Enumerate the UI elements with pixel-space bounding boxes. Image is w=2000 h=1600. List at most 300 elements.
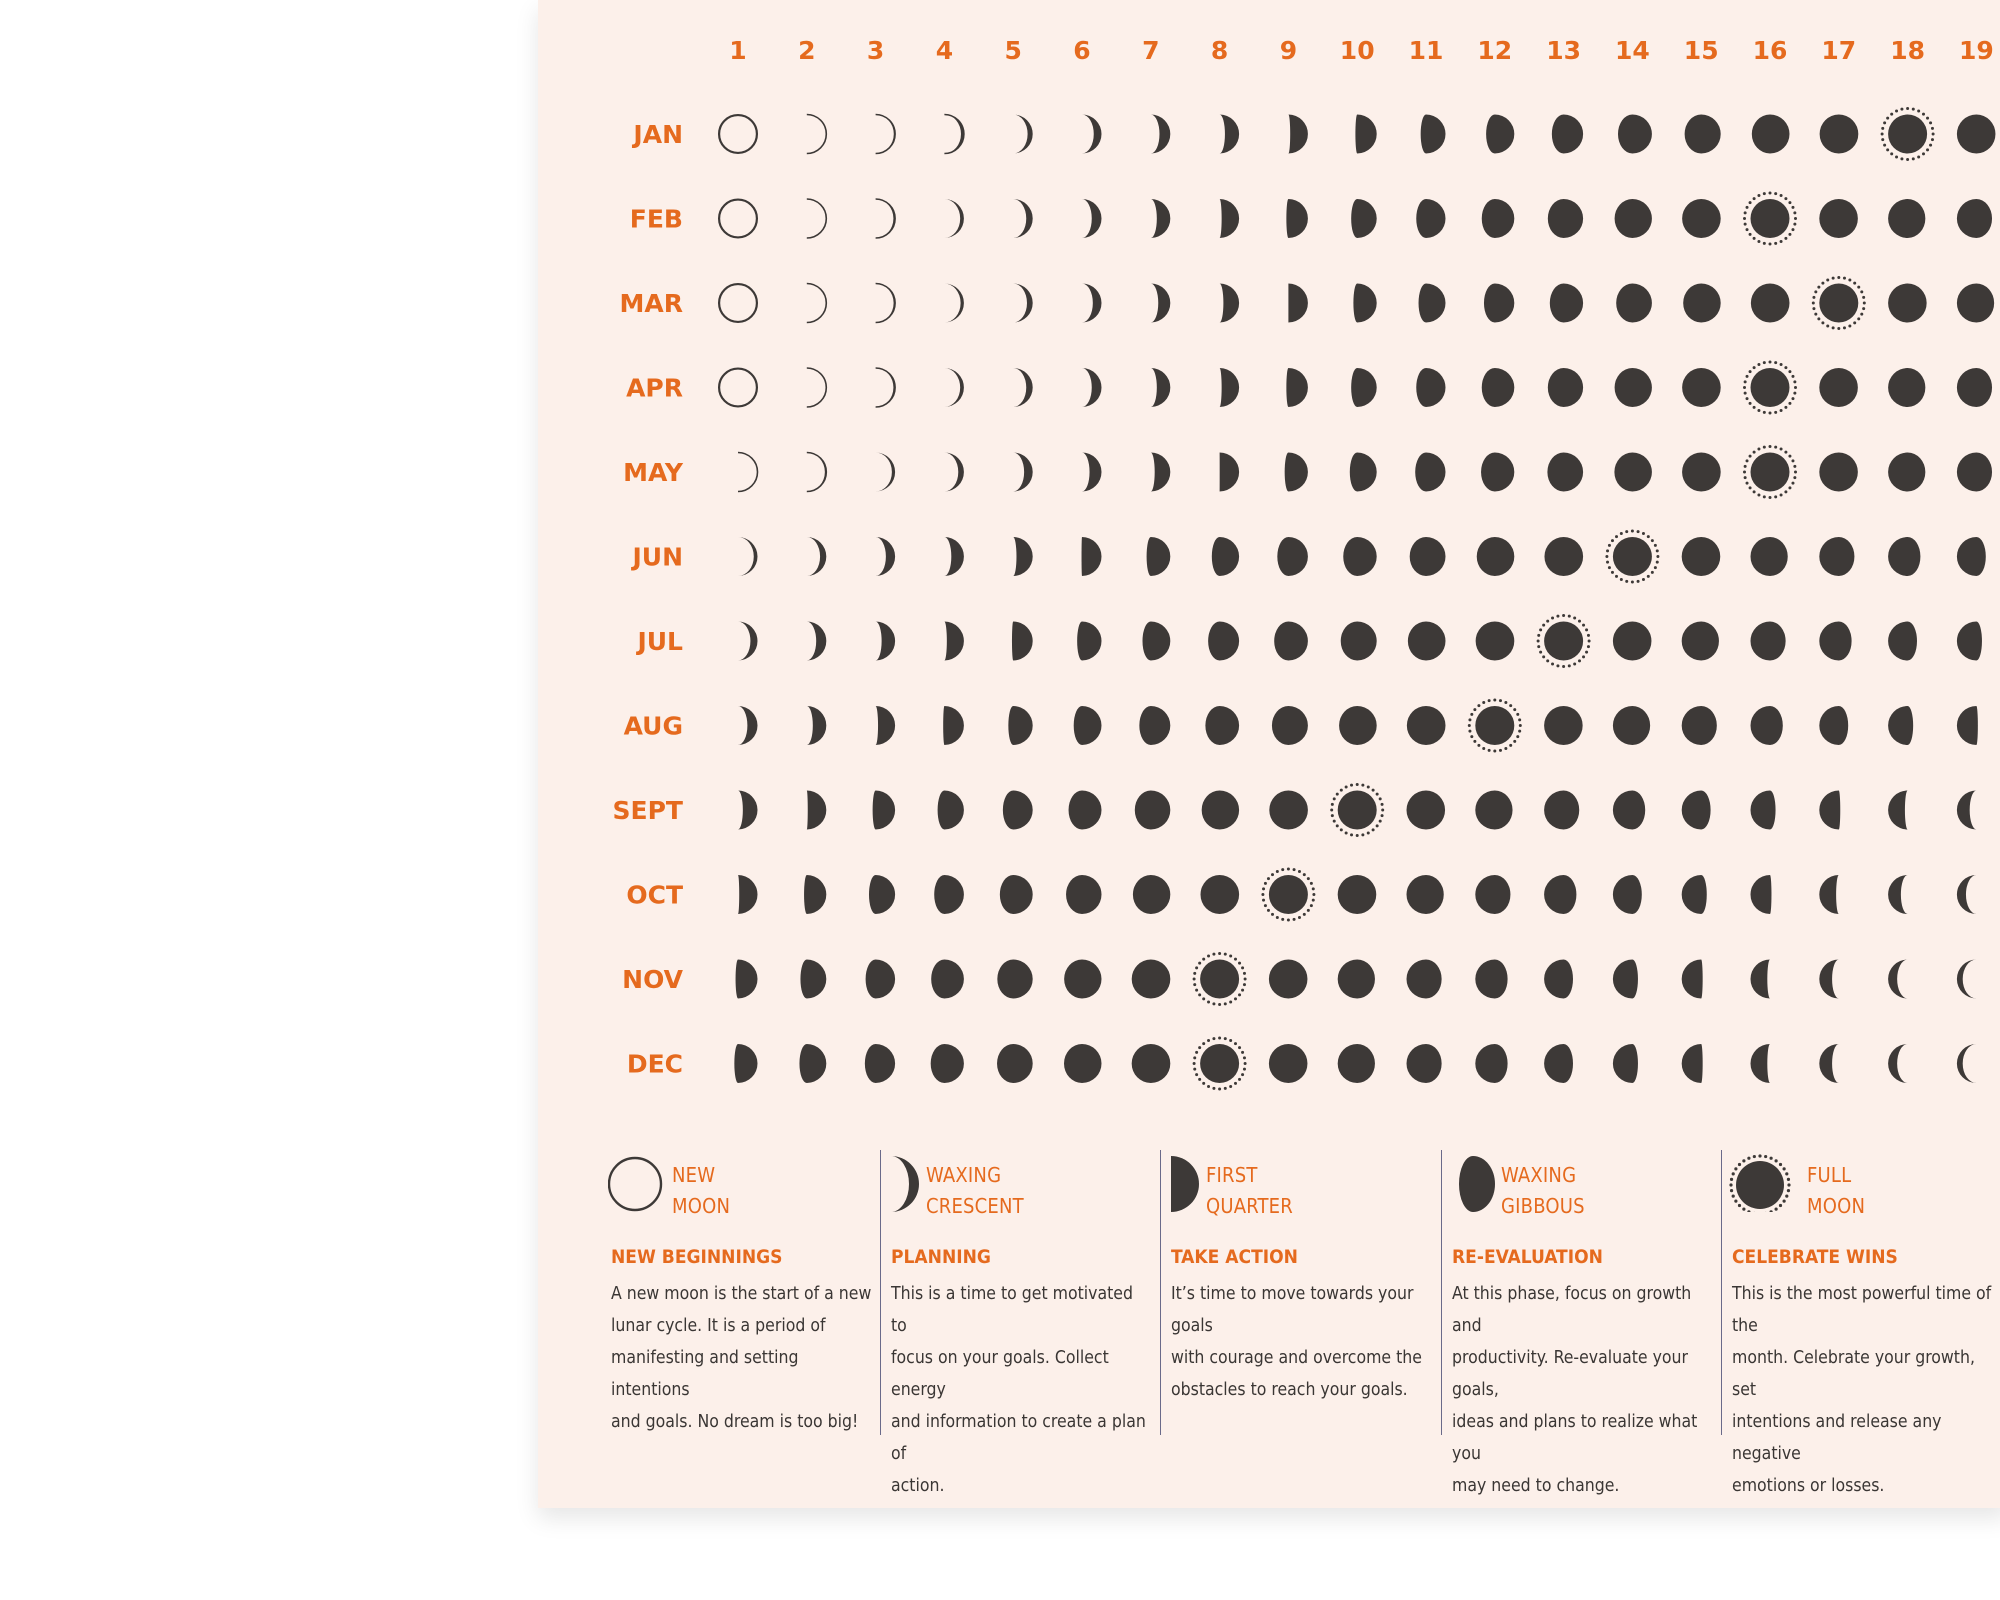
moon-phase [1888, 875, 1908, 914]
full-moon-dot [1734, 1200, 1737, 1203]
legend-theme: NEW BEGINNINGS [611, 1246, 783, 1268]
moon-phase [1615, 368, 1652, 407]
moon-phase [1082, 368, 1102, 407]
moon-phase [1957, 453, 1992, 492]
moon-phase [944, 199, 964, 238]
moon-phase [1066, 875, 1101, 914]
moon-phase [1613, 1044, 1638, 1083]
moon-phase [1012, 622, 1033, 661]
moon-phase [1888, 453, 1925, 492]
moon-phase [1819, 875, 1839, 914]
moon-phase [1082, 537, 1102, 576]
moon-phase [719, 115, 757, 153]
moon-phase [1013, 284, 1033, 323]
moon-phase [938, 791, 964, 830]
moon-phase [1074, 706, 1102, 745]
moon-phase [1615, 199, 1652, 238]
legend-description: At this phase, focus on growth and productivity. Re-evaluate your goals, ideas and plans to realize what you may need to change. [1452, 1284, 1698, 1496]
moon-phase [1286, 199, 1308, 238]
moon-phase [1550, 284, 1583, 323]
month-label: JAN [633, 120, 683, 149]
moon-phase [1338, 875, 1377, 914]
moon-phase [1353, 284, 1376, 323]
moon-phase [1000, 875, 1033, 914]
moon-phase [1819, 960, 1839, 999]
moon-phase [1820, 115, 1859, 154]
moon-phase [1819, 537, 1854, 576]
moon-phase [1343, 537, 1376, 576]
full-moon-dot [1730, 1189, 1733, 1192]
moon-phase [738, 622, 758, 661]
moon-phase [1272, 706, 1308, 745]
moon-phase [1410, 537, 1446, 576]
full-moon-dot [1753, 1155, 1756, 1158]
moon-phase [1220, 368, 1240, 407]
moon-phase [1957, 1044, 1976, 1083]
full-moon-dot [1787, 1189, 1790, 1192]
moon-phase [1212, 537, 1239, 576]
moon-phase [1682, 453, 1721, 492]
moon-phase [944, 453, 964, 492]
day-label: 15 [1683, 36, 1719, 65]
moon-phase [1614, 453, 1652, 492]
full-moon-dot [1779, 1163, 1782, 1166]
moon-phase [1548, 199, 1583, 238]
legend-description: This is the most powerful time of the month. Celebrate your growth, set intentions and release any negative emotions or losses. [1732, 1284, 1992, 1496]
moon-phase [1957, 791, 1976, 830]
moon-phase [1888, 284, 1927, 323]
moon-phase [1201, 875, 1240, 914]
moon-phase [1819, 791, 1840, 830]
legend-theme: RE-EVALUATION [1452, 1246, 1603, 1268]
moon-phase [807, 537, 827, 576]
moon-phase [1475, 875, 1510, 914]
month-label: JUN [632, 542, 683, 572]
moon-phase [1013, 537, 1033, 576]
moon-phase [719, 200, 757, 238]
full-moon-dot [1785, 1172, 1788, 1175]
moon-phase [1751, 1044, 1771, 1083]
legend-divider [1441, 1150, 1442, 1435]
moon-phase [1957, 537, 1986, 576]
moon-phase [1957, 960, 1976, 999]
moon-phase [1013, 115, 1033, 154]
moon-phase [876, 706, 896, 745]
moon-phase [1147, 537, 1171, 576]
moon-phase [1682, 199, 1721, 238]
legend-phase-name: FULL MOON [1807, 1163, 1866, 1218]
month-label: SEPT [612, 796, 683, 825]
month-label: DEC [626, 1049, 683, 1079]
moon-phase [1407, 960, 1442, 999]
moon-phase [736, 960, 758, 999]
day-label: 2 [798, 36, 816, 65]
month-label: JUL [637, 627, 683, 656]
moon-phase [1475, 1044, 1507, 1083]
moon-phase [1819, 368, 1858, 407]
moon-phase [807, 368, 827, 407]
legend-divider [880, 1150, 881, 1435]
moon-phase [1008, 706, 1032, 745]
moon-phase [1476, 622, 1515, 661]
moon-phase [1220, 284, 1240, 323]
moon-phase [1544, 960, 1573, 999]
moon-phase [865, 1044, 895, 1083]
moon-phase [807, 622, 827, 661]
moon-phase [876, 115, 896, 154]
moon-phase [1208, 622, 1239, 661]
moon-phase [738, 791, 758, 830]
moon-phase [1552, 115, 1583, 154]
month-label: NOV [622, 965, 683, 994]
moon-phase [876, 284, 896, 323]
moon-phase [1277, 537, 1308, 576]
moon-phase [1139, 706, 1170, 745]
moon-phase [1616, 284, 1652, 323]
moon-phase [1819, 199, 1858, 238]
moon-phase [807, 791, 827, 830]
legend-theme: PLANNING [891, 1246, 991, 1268]
moon-phase [1220, 199, 1240, 238]
new-moon-icon [608, 1150, 670, 1212]
moon-phase [1132, 1044, 1171, 1083]
moon-phase [873, 791, 895, 830]
moon-phase [1082, 453, 1102, 492]
full-moon-marker [1812, 276, 1866, 330]
moon-phase [1269, 791, 1308, 830]
moon-phase [876, 622, 896, 661]
day-label: 13 [1546, 36, 1581, 65]
moon-phase [1888, 960, 1908, 999]
moon-phase [1682, 368, 1721, 407]
moon-phase [1135, 791, 1171, 830]
month-label: FEB [629, 204, 683, 234]
full-moon-marker [1743, 192, 1797, 246]
moon-phase [1082, 115, 1102, 154]
moon-phase [1133, 875, 1170, 914]
day-label: 9 [1279, 36, 1298, 65]
moon-phase [1819, 1044, 1839, 1083]
moon-phase [1613, 706, 1650, 745]
moon-phase [1548, 368, 1583, 407]
full-moon-dot [1785, 1194, 1788, 1197]
legend-theme: CELEBRATE WINS [1732, 1246, 1898, 1268]
full-moon-dot [1732, 1172, 1735, 1175]
moon-phase [1355, 115, 1376, 154]
moon-phase [866, 960, 896, 999]
full-moon-marker [1261, 868, 1315, 922]
moon-phase [1351, 199, 1377, 238]
moon-phase [807, 115, 827, 154]
full-moon-dot [1742, 1208, 1745, 1211]
full-moon-dot [1779, 1204, 1782, 1207]
moon-phase [944, 622, 964, 661]
full-moon-dot [1775, 1208, 1778, 1211]
moon-phase [1888, 537, 1920, 576]
moon-phase [1482, 199, 1515, 238]
moon-phase [1888, 706, 1913, 745]
moon-phase [1082, 284, 1102, 323]
day-label: 4 [935, 36, 954, 65]
moon-phase [1220, 115, 1240, 154]
moon-phase [876, 453, 896, 492]
moon-phase [931, 1044, 964, 1083]
legend-description: It’s time to move towards your goals with courage and overcome the obstacles to reach your goals. [1171, 1284, 1422, 1400]
full-moon-marker [1743, 361, 1797, 415]
day-label: 17 [1821, 36, 1857, 65]
moon-phase [1220, 453, 1240, 492]
moon-phase [1415, 453, 1445, 492]
legend-phase-name: NEW MOON [672, 1163, 731, 1218]
moon-phase [1077, 622, 1101, 661]
moon-phase [997, 960, 1032, 999]
moon-phase [1419, 284, 1446, 323]
moon-phase [1269, 960, 1308, 999]
moon-phase [1547, 453, 1583, 492]
legend-description: This is a time to get motivated to focus on your goals. Collect energy and information to create a plan of action. [891, 1284, 1146, 1496]
moon-phase [1682, 791, 1711, 830]
moon-phase [1486, 115, 1514, 154]
legend-theme: TAKE ACTION [1171, 1246, 1298, 1268]
full-moon-dot [1787, 1183, 1790, 1186]
moon-phase [807, 706, 827, 745]
moon-phase [1416, 368, 1445, 407]
moon-phase [807, 199, 827, 238]
full-moon-dot [1734, 1167, 1737, 1170]
moon-phase [1475, 791, 1512, 830]
full-moon-dot [1769, 1210, 1772, 1212]
moon-phase [1683, 284, 1721, 323]
moon-phase [738, 537, 758, 576]
moon-phase [1957, 706, 1978, 745]
moon-phase [1888, 622, 1917, 661]
full-moon-marker [1193, 952, 1247, 1006]
moon-phase [1682, 960, 1703, 999]
moon-phase [876, 368, 896, 407]
full-moon-dot [1764, 1155, 1767, 1158]
full-moon-dot [1738, 1204, 1741, 1207]
full-moon-marker [1468, 699, 1522, 753]
moon-phase [1288, 284, 1308, 323]
full-moon-dot [1742, 1159, 1745, 1162]
moon-phase [1751, 706, 1783, 745]
day-label: 8 [1210, 36, 1229, 65]
moon-phase [738, 706, 758, 745]
moon-phase [1338, 960, 1375, 999]
moon-phase [1341, 622, 1377, 661]
day-label: 14 [1615, 36, 1650, 65]
moon-phase [1151, 115, 1171, 154]
full-moon-marker [1330, 783, 1384, 837]
moon-phase [1481, 453, 1514, 492]
full-moon-dot [1783, 1167, 1786, 1170]
day-label: 16 [1752, 36, 1788, 65]
moon-phase [1613, 960, 1638, 999]
moon-phase [1819, 706, 1848, 745]
moon-phase [1682, 537, 1721, 576]
moon-phase [997, 1044, 1033, 1083]
day-label: 10 [1339, 36, 1375, 65]
full-moon-marker [1881, 107, 1935, 161]
moon-phase [1288, 115, 1308, 154]
full-moon-dot [1758, 1154, 1761, 1157]
moon-phase [1888, 368, 1925, 407]
month-label: MAR [619, 289, 683, 318]
full-moon-dot [1738, 1163, 1741, 1166]
full-moon-icon [1729, 1150, 1791, 1212]
full-moon-dot [1730, 1178, 1733, 1181]
moon-phase [1151, 199, 1171, 238]
full-moon-dot [1787, 1178, 1790, 1181]
moon-phase [1957, 199, 1992, 238]
moon-phase [1151, 284, 1171, 323]
legend-phase-name: WAXING CRESCENT [926, 1163, 1024, 1218]
moon-phase [1407, 1044, 1442, 1083]
moon-phase [1751, 284, 1790, 323]
moon-phase [804, 875, 826, 914]
full-moon-dot [1747, 1210, 1750, 1212]
moon-phase [1957, 284, 1994, 323]
moon-phase [1064, 1044, 1101, 1083]
moon-phase [1484, 284, 1514, 323]
moon-phase [1013, 453, 1033, 492]
month-label: MAY [623, 458, 683, 487]
moon-phase [734, 1044, 757, 1083]
full-moon-dot [1747, 1157, 1750, 1160]
moon-phase [1888, 199, 1925, 238]
moon-phase [807, 453, 827, 492]
day-label: 6 [1073, 36, 1091, 65]
month-label: APR [626, 373, 683, 403]
moon-phase [943, 706, 964, 745]
full-moon-marker [1605, 530, 1659, 584]
moon-phase [1142, 622, 1170, 661]
day-label: 11 [1408, 36, 1444, 65]
moon-phase [1957, 368, 1992, 407]
moon-phase [1613, 622, 1652, 661]
moon-phase [1013, 368, 1033, 407]
moon-phase [1613, 791, 1645, 830]
moon-phase [738, 875, 758, 914]
moon-phase [1751, 875, 1772, 914]
day-label: 19 [1959, 36, 1994, 65]
moon-phase [944, 368, 964, 407]
full-moon-dot [1729, 1183, 1732, 1186]
day-label: 7 [1142, 36, 1160, 65]
moon-phase [1888, 791, 1908, 830]
moon-phase [944, 537, 964, 576]
moon-phase [1819, 453, 1858, 492]
moon-phase [1751, 791, 1776, 830]
month-label: OCT [626, 880, 683, 910]
moon-phase [1618, 115, 1652, 154]
moon-phase [1544, 706, 1583, 745]
moon-phase [1477, 537, 1515, 576]
legend-divider [1721, 1150, 1722, 1435]
moon-phase [876, 537, 896, 576]
moon-phase [1151, 368, 1171, 407]
moon-phase [1069, 791, 1102, 830]
legend-divider [1160, 1150, 1161, 1435]
moon-phase [876, 199, 896, 238]
moon-phase [1682, 875, 1707, 914]
moon-phase [1482, 368, 1515, 407]
moon-phase [1064, 960, 1101, 999]
moon-phase [1082, 199, 1102, 238]
moon-phase [1407, 875, 1444, 914]
moon-phase [1544, 537, 1583, 576]
moon-phase [1416, 199, 1445, 238]
moon-phase [719, 284, 757, 322]
legend-phase-name: WAXING GIBBOUS [1501, 1163, 1585, 1218]
month-label: AUG [623, 711, 683, 741]
moon-phase [799, 1044, 826, 1083]
moon-phase [931, 960, 964, 999]
moon-phase [1132, 960, 1171, 999]
legend-description: A new moon is the start of a new lunar cycle. It is a period of manifesting and setting intentions and goals. No dream is too big! [611, 1284, 872, 1432]
moon-phase [1286, 368, 1308, 407]
moon-phase [1013, 199, 1033, 238]
moon-phase [1407, 706, 1446, 745]
moon-phase [1682, 1044, 1703, 1083]
moon-phase [1544, 1044, 1573, 1083]
day-label: 12 [1477, 36, 1513, 65]
legend-phase-name: FIRST QUARTER [1206, 1163, 1293, 1218]
moon-phase [1407, 791, 1446, 830]
day-label: 1 [729, 36, 747, 65]
full-moon-dot [1783, 1200, 1786, 1203]
moon-phase [1819, 622, 1851, 661]
full-moon-marker [1537, 614, 1591, 668]
moon-phase [807, 284, 827, 323]
moon-phase [1613, 875, 1642, 914]
day-label: 3 [866, 36, 885, 65]
moon-phase [1957, 875, 1976, 914]
moon-phase [1682, 706, 1717, 745]
moon-phase [1957, 115, 1996, 154]
day-label: 5 [1004, 36, 1022, 65]
moon-phase [1421, 115, 1446, 154]
moon-phase [1751, 537, 1788, 576]
full-moon-dot [1769, 1157, 1772, 1160]
moon-phase [738, 453, 758, 492]
moon-phase [1202, 791, 1239, 830]
moon-phase [1350, 453, 1377, 492]
moon-phase [800, 960, 826, 999]
moon-phase [1682, 622, 1719, 661]
full-moon-dot [1732, 1194, 1735, 1197]
moon-phase [1408, 622, 1446, 661]
moon-phase [1544, 791, 1579, 830]
moon-phase [1751, 960, 1771, 999]
moon-phase [1685, 115, 1721, 154]
moon-phase [1751, 622, 1786, 661]
moon-phase [1339, 706, 1377, 745]
moon-phase [1351, 368, 1377, 407]
moon-phase [1957, 622, 1982, 661]
moon-phase [934, 875, 964, 914]
moon-phase [1003, 791, 1033, 830]
moon-phase [1475, 960, 1507, 999]
moon-phase [1274, 622, 1308, 661]
moon-phase [1544, 875, 1576, 914]
full-moon-marker [1743, 445, 1797, 499]
moon-phase [944, 115, 964, 154]
moon-phase [869, 875, 895, 914]
moon-phase [1752, 115, 1790, 154]
moon-phase [1151, 453, 1171, 492]
moon-phase [1205, 706, 1239, 745]
